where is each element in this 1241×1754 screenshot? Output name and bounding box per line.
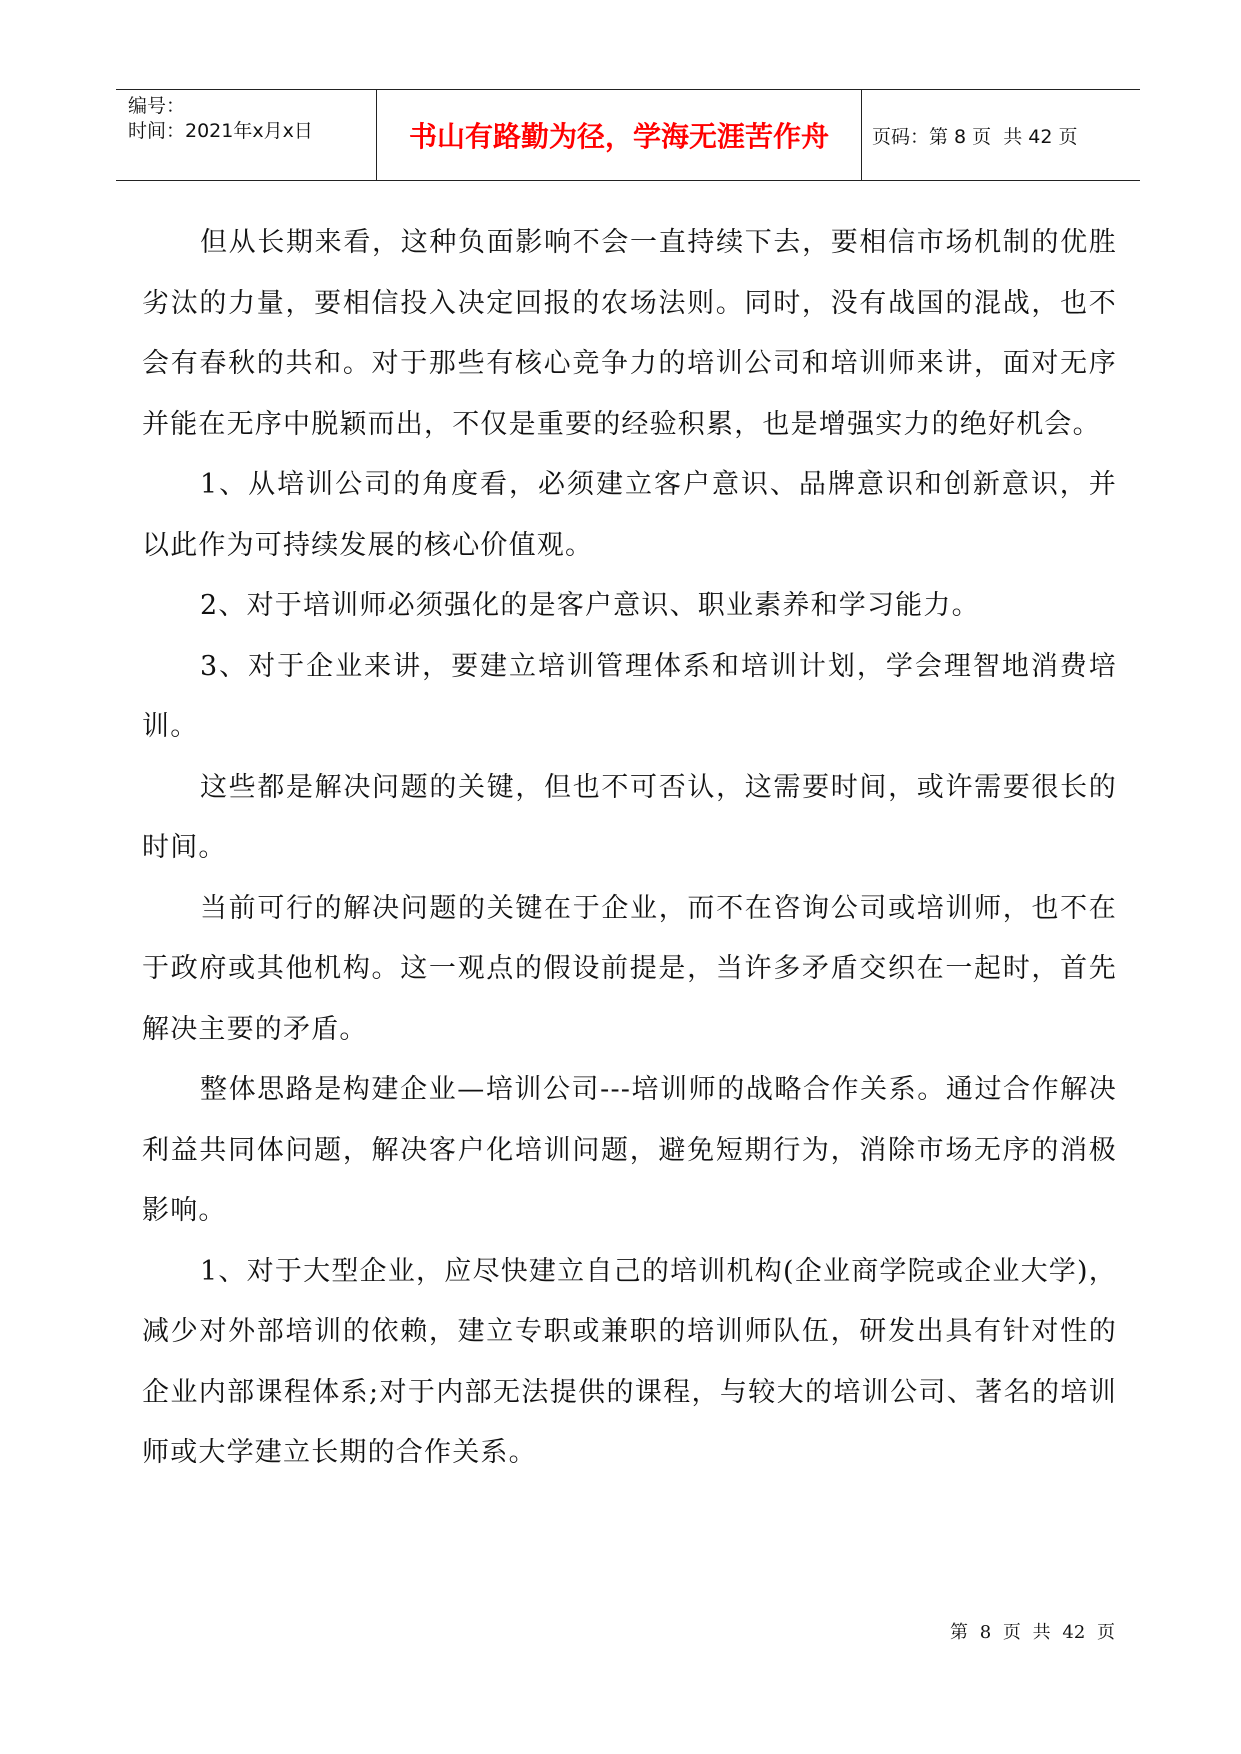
paragraph: 2、对于培训师必须强化的是客户意识、职业素养和学习能力。: [200, 590, 980, 621]
paragraph: 但从长期来看，这种负面影响不会一直持续下去，要相信市场机制的优胜劣汰的力量，要相信投入决定回报的农场法则。同时，没有战国的混战，也不会有春秋的共和。对于那些有核心竞争力的培训公司和培训师来讲，面对无序并能在无序中脱颖而出，不仅是重要的经验积累，也是增强实力的绝好机会。: [142, 227, 1117, 440]
motto: 书山有路勤为径，学海无涯苦作舟: [408, 120, 829, 153]
header-meta: [116, 90, 377, 180]
paragraph: 3、对于企业来讲，要建立培训管理体系和培训计划，学会理智地消费培训。: [142, 650, 1117, 742]
document-header: [116, 89, 1140, 181]
header-motto-cell: [377, 90, 862, 180]
page-footer: 第 8 页 共 42 页: [950, 1622, 1115, 1643]
document-body: [142, 213, 1117, 1484]
paragraph: 这些都是解决问题的关键，但也不可否认，这需要时间，或许需要很长的时间。: [142, 771, 1117, 863]
paragraph: 当前可行的解决问题的关键在于企业，而不在咨询公司或培训师，也不在于政府或其他机构。这一观点的假设前提是，当许多矛盾交织在一起时，首先解决主要的矛盾。: [142, 892, 1117, 1045]
header-page-info: 页码：第 8 页 共 42 页: [872, 125, 1078, 148]
paragraph: 整体思路是构建企业—培训公司---培训师的战略合作关系。通过合作解决利益共同体问题，解决客户化培训问题，避免短期行为，消除市场无序的消极影响。: [142, 1074, 1117, 1226]
paragraph: 1、从培训公司的角度看，必须建立客户意识、品牌意识和创新意识，并以此作为可持续发展的核心价值观。: [142, 469, 1117, 561]
paragraph: 1、对于大型企业，应尽快建立自己的培训机构(企业商学院或企业大学)，减少对外部培训的依赖，建立专职或兼职的培训师队伍，研发出具有针对性的企业内部课程体系;对于内部无法提供的课程，与较大的培训公司、著名的培训师或大学建立长期的合作关系。: [142, 1255, 1117, 1468]
number-label: 编号：: [128, 95, 186, 117]
time-label: 时间：2021年x月x日: [128, 120, 313, 142]
